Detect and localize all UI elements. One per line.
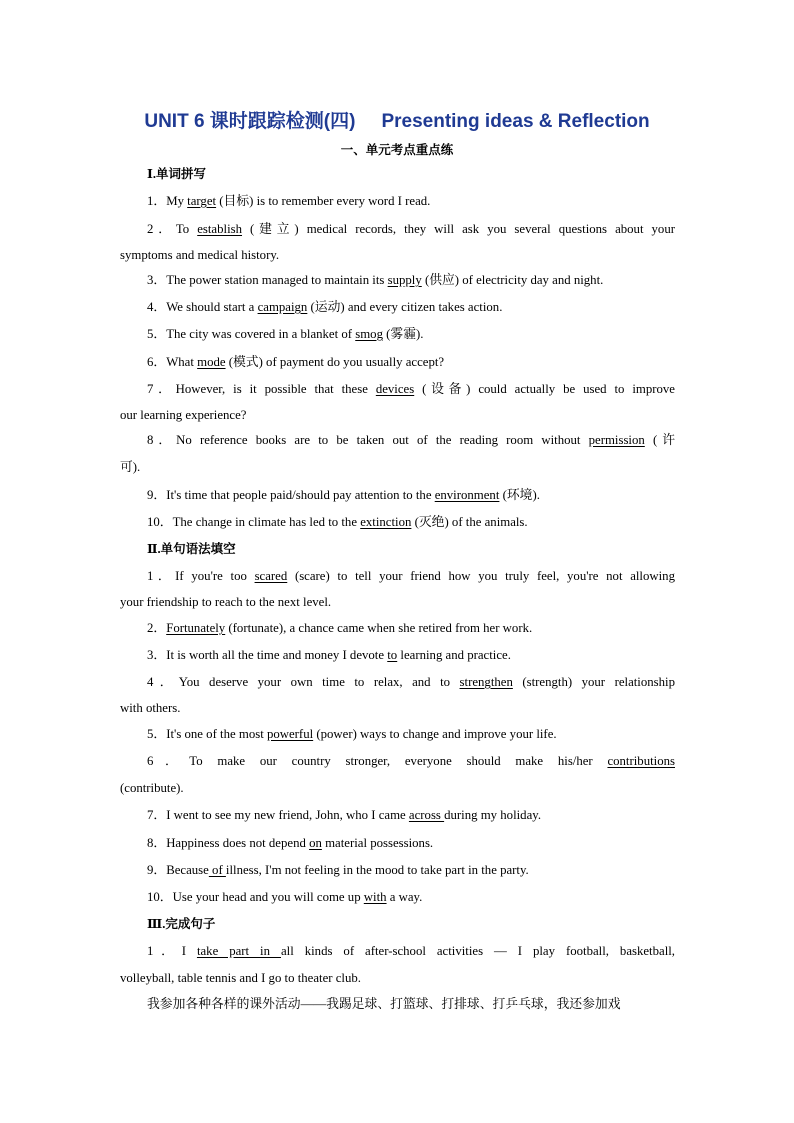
answer-blank: mode <box>197 355 226 369</box>
question-item <box>147 889 675 905</box>
answer-blank: permission <box>588 433 645 447</box>
question-item <box>147 647 675 663</box>
question-text: 1．If you're too <box>147 569 255 583</box>
answer-blank: Fortunately <box>166 621 226 635</box>
question-text: 8．No reference books are to be taken out of the reading room without <box>147 433 589 447</box>
question-text-rest: (power) ways to change and improve your life. <box>313 727 557 741</box>
question-text: 7．I went to see my new friend, John, who I came <box>147 808 409 822</box>
question-item <box>147 354 675 370</box>
question-item <box>147 193 675 209</box>
answer-blank: establish <box>197 222 243 236</box>
question-text-rest: (许 <box>644 433 675 447</box>
question-text: 6．To make our country stronger, everyone should make his/her <box>147 754 608 768</box>
answer-blank: supply <box>387 273 422 287</box>
question-item <box>147 272 675 288</box>
question-text-rest: a way. <box>386 890 423 904</box>
answer-blank: smog <box>355 327 383 341</box>
question-item <box>147 514 675 530</box>
question-text-rest: (scare) to tell your friend how you truly feel, you're not allowing <box>287 569 675 583</box>
question-item <box>147 381 675 397</box>
question-item <box>147 432 675 448</box>
question-text-rest: (灭绝) of the animals. <box>411 515 528 529</box>
question-item <box>147 807 675 823</box>
question-item <box>147 726 675 742</box>
question-item <box>147 299 675 315</box>
section-heading: Ⅰ.单词拼写 <box>147 167 206 181</box>
title-unit: UNIT 6 课时跟踪检测(四) <box>144 111 356 132</box>
question-item <box>147 221 675 237</box>
question-text: 2． <box>147 621 167 635</box>
answer-blank: campaign <box>257 300 308 314</box>
answer-blank: with <box>363 890 387 904</box>
question-text: 1．My <box>147 194 188 208</box>
question-text-rest: (设备) could actually be used to improve <box>414 382 675 396</box>
section-heading: Ⅱ.单句语法填空 <box>147 542 236 556</box>
answer-blank: powerful <box>266 727 314 741</box>
question-text-rest: learning and practice. <box>397 648 511 662</box>
question-text-rest: (fortunate), a chance came when she retired from her work. <box>225 621 533 635</box>
question-item <box>147 943 675 959</box>
page-title <box>0 106 794 133</box>
question-text-rest: (运动) and every citizen takes action. <box>307 300 503 314</box>
question-text: 5．It's one of the most <box>147 727 267 741</box>
question-text: 1．I <box>147 944 197 958</box>
answer-blank: scared <box>254 569 288 583</box>
section-heading: Ⅲ.完成句子 <box>147 917 216 931</box>
question-text-rest: (模式) of payment do you usually accept? <box>225 355 445 369</box>
title-topic: Presenting ideas & Reflection <box>381 111 650 132</box>
question-item <box>147 674 675 690</box>
question-text: 10．Use your head and you will come up <box>147 890 364 904</box>
question-text: 4．We should start a <box>147 300 258 314</box>
answer-blank: devices <box>375 382 415 396</box>
question-text-rest: all kinds of after-school activities — I play football, basketball, <box>280 944 676 958</box>
question-continuation: our learning experience? <box>120 408 247 422</box>
question-item <box>147 326 675 342</box>
section-subtitle: 一、单元考点重点练 <box>340 143 454 157</box>
question-continuation: with others. <box>120 701 181 715</box>
translation-text: 我参加各种各样的课外活动——我踢足球、打篮球、打排球、打乒乓球，我还参加戏 <box>147 997 621 1011</box>
answer-blank: target <box>187 194 217 208</box>
question-text-rest: (环境). <box>499 488 540 502</box>
answer-blank: strengthen <box>459 675 513 689</box>
question-text-rest: (建立) medical records, they will ask you several questions about your <box>242 222 675 236</box>
question-text-rest: (供应) of electricity day and night. <box>421 273 604 287</box>
question-text: 9．Because <box>147 863 209 877</box>
answer-blank: of <box>208 863 226 877</box>
question-text: 3．The power station managed to maintain its <box>147 273 388 287</box>
question-text: 5．The city was covered in a blanket of <box>147 327 356 341</box>
question-continuation: your friendship to reach to the next level. <box>120 595 332 609</box>
question-item <box>147 620 675 636</box>
question-text: 7．However, is it possible that these <box>147 382 376 396</box>
question-text: 4．You deserve your own time to relax, and to <box>147 675 460 689</box>
question-text: 3．It is worth all the time and money I devote <box>147 648 388 662</box>
question-item <box>147 753 675 769</box>
answer-blank: take part in <box>196 944 281 958</box>
question-text-rest: material possessions. <box>321 836 434 850</box>
question-text: 6．What <box>147 355 198 369</box>
question-item <box>147 487 675 503</box>
question-text-rest: illness, I'm not feeling in the mood to take part in the party. <box>225 863 529 877</box>
question-continuation: 可). <box>120 460 141 474</box>
question-item <box>147 568 675 584</box>
answer-blank: contributions <box>607 754 675 768</box>
question-text-rest: (雾霾). <box>382 327 424 341</box>
answer-blank: on <box>309 836 322 850</box>
question-item <box>147 862 675 878</box>
answer-blank: environment <box>434 488 500 502</box>
question-text-rest: during my holiday. <box>444 808 542 822</box>
answer-blank: extinction <box>360 515 412 529</box>
question-continuation: volleyball, table tennis and I go to theater club. <box>120 971 361 985</box>
question-text: 2．To <box>147 222 198 236</box>
question-text: 10．The change in climate has led to the <box>147 515 361 529</box>
question-text-rest: (目标) is to remember every word I read. <box>216 194 431 208</box>
answer-blank: to <box>387 648 398 662</box>
question-continuation: (contribute). <box>120 781 184 795</box>
question-item <box>147 835 675 851</box>
question-text: 8．Happiness does not depend <box>147 836 310 850</box>
question-text: 9．It's time that people paid/should pay attention to the <box>147 488 435 502</box>
question-continuation: symptoms and medical history. <box>120 248 280 262</box>
answer-blank: across <box>408 808 445 822</box>
question-text-rest: (strength) your relationship <box>512 675 675 689</box>
